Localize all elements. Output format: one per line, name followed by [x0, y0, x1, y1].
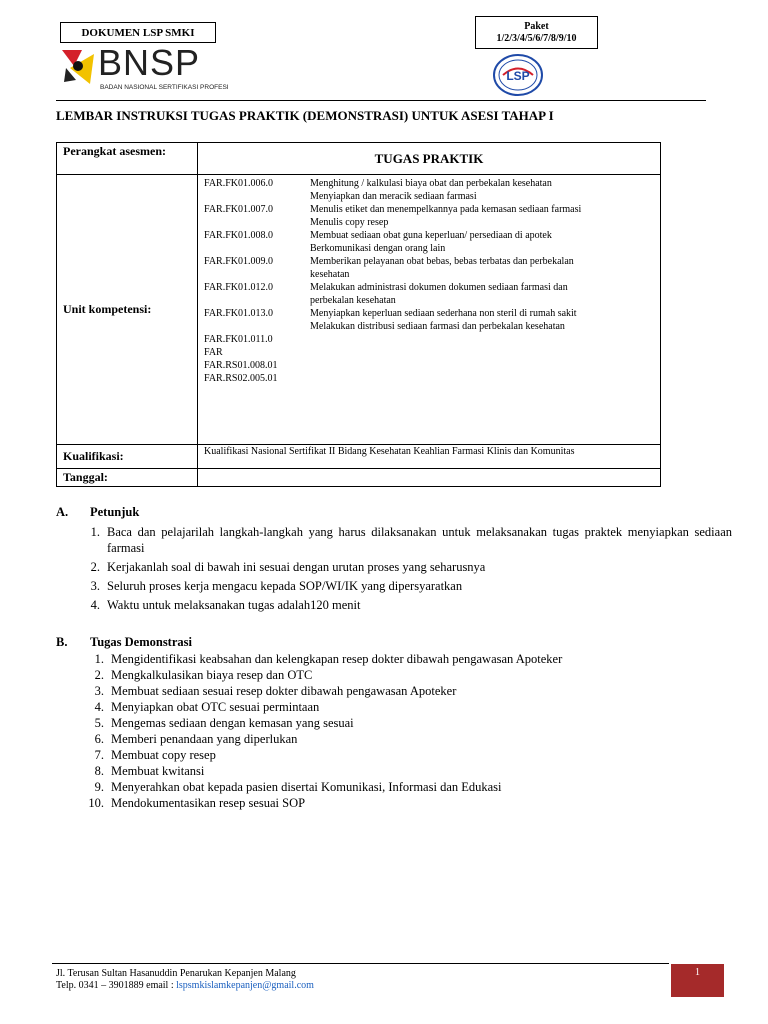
- unit-description: [310, 359, 656, 372]
- unit-code: [204, 268, 310, 281]
- unit-description: Memberikan pelayanan obat bebas, bebas terbatas dan perbekalan: [310, 256, 574, 267]
- unit-row: [204, 216, 656, 229]
- footer-phone: Telp. 0341 – 3901889 email :: [56, 980, 177, 991]
- list-item: [86, 795, 726, 811]
- unit-row: [204, 294, 656, 307]
- unit-code: FAR.FK01.009.0: [204, 256, 273, 267]
- list-item-text: Mengemas sediaan dengan kemasan yang sesuai: [111, 716, 354, 730]
- list-item-number: 5.: [94, 716, 104, 730]
- list-item-text: Membuat kwitansi: [111, 764, 205, 778]
- list-item: [86, 667, 726, 683]
- list-item-text: Mengkalkulasikan biaya resep dan OTC: [111, 668, 313, 682]
- kualifikasi-value: Kualifikasi Nasional Sertifikat II Bidang Kesehatan Keahlian Farmasi Klinis dan Komunitas: [198, 445, 661, 469]
- tugas-praktik-label: TUGAS PRAKTIK: [374, 150, 484, 166]
- petunjuk-heading: Petunjuk: [90, 505, 140, 519]
- footer-rule: [52, 963, 669, 964]
- unit-code: [204, 320, 310, 333]
- list-item-text: Membuat copy resep: [111, 748, 216, 762]
- unit-row: [204, 307, 656, 320]
- unit-description: perbekalan kesehatan: [310, 295, 396, 306]
- unit-row: [204, 242, 656, 255]
- table-row: [57, 469, 661, 487]
- unit-row: [204, 320, 656, 333]
- unit-code: FAR.FK01.013.0: [204, 308, 273, 319]
- unit-code: FAR: [204, 347, 223, 358]
- list-item-text: Baca dan pelajarilah langkah-langkah yang harus dilaksanakan untuk melaksanakan tugas praktek menyiapkan sediaan farmasi: [107, 525, 732, 555]
- list-item-number: 3.: [90, 579, 100, 593]
- list-item-text: Menyerahkan obat kepada pasien disertai Komunikasi, Informasi dan Edukasi: [111, 780, 502, 794]
- unit-description: Menulis copy resep: [310, 217, 389, 228]
- list-item: [86, 747, 726, 763]
- unit-code: [204, 242, 310, 255]
- unit-label: Unit kompetensi:: [57, 175, 198, 445]
- list-item-text: Kerjakanlah soal di bawah ini sesuai dengan urutan proses yang seharusnya: [107, 560, 486, 574]
- unit-code: [204, 190, 310, 203]
- list-item: [88, 597, 732, 613]
- list-item-text: Seluruh proses kerja mengacu kepada SOP/WI/IK yang dipersyaratkan: [107, 579, 463, 593]
- list-item-number: 9.: [94, 780, 104, 794]
- unit-code: FAR.RS01.008.01: [204, 360, 278, 371]
- unit-description: Menyiapkan keperluan sediaan sederhana non steril di rumah sakit: [310, 308, 577, 319]
- list-item: [86, 651, 726, 667]
- unit-description: Menulis etiket dan menempelkannya pada kemasan sediaan farmasi: [310, 204, 582, 215]
- list-item: [86, 683, 726, 699]
- unit-row: [204, 346, 656, 359]
- unit-description: kesehatan: [310, 269, 350, 280]
- table-row: [57, 445, 661, 469]
- list-item-number: 6.: [94, 732, 104, 746]
- kualifikasi-label: Kualifikasi:: [57, 445, 198, 469]
- perangkat-label: Perangkat asesmen:: [57, 143, 198, 175]
- petunjuk-list: [88, 524, 732, 616]
- unit-list: [198, 175, 661, 445]
- unit-row: [204, 268, 656, 281]
- assessment-table: [56, 142, 661, 487]
- tugas-list: [86, 651, 726, 811]
- list-item-number: 3.: [94, 684, 104, 698]
- bnsp-emblem-icon: [60, 46, 98, 86]
- list-item: [86, 779, 726, 795]
- header-rule: [56, 100, 706, 101]
- unit-row: [204, 359, 656, 372]
- list-item-number: 10.: [88, 796, 104, 810]
- unit-code: FAR.FK01.007.0: [204, 204, 273, 215]
- list-item: [86, 763, 726, 779]
- petunjuk-letter: A.: [56, 505, 69, 519]
- footer-address: Jl. Terusan Sultan Hasanuddin Penarukan Kepanjen Malang: [56, 968, 296, 979]
- document-label: DOKUMEN LSP SMKI: [60, 22, 216, 43]
- list-item-number: 1.: [94, 652, 104, 666]
- list-item-number: 2.: [94, 668, 104, 682]
- list-item: [88, 559, 732, 575]
- unit-description: Melakukan administrasi dokumen dokumen sediaan farmasi dan: [310, 282, 568, 293]
- page-number: 1: [695, 967, 700, 978]
- table-row: [57, 143, 661, 175]
- unit-description: Menyiapkan dan meracik sediaan farmasi: [310, 191, 477, 202]
- lsp-logo-text: LSP: [506, 69, 530, 83]
- unit-description: [310, 346, 656, 359]
- tanggal-label: Tanggal:: [57, 469, 198, 487]
- list-item-text: Menyiapkan obat OTC sesuai permintaan: [111, 700, 320, 714]
- footer-email-link[interactable]: lspsmkislamkepanjen@gmail.com: [176, 980, 314, 991]
- unit-row: [204, 229, 656, 242]
- unit-code: [204, 294, 310, 307]
- unit-row: [204, 190, 656, 203]
- unit-row: [204, 203, 656, 216]
- list-item-text: Waktu untuk melaksanakan tugas adalah120 menit: [107, 598, 361, 612]
- list-item-number: 7.: [94, 748, 104, 762]
- lsp-logo: [493, 54, 543, 96]
- list-item-text: Mendokumentasikan resep sesuai SOP: [111, 796, 306, 810]
- bnsp-logo: [60, 42, 229, 96]
- unit-row: [204, 372, 656, 385]
- paket-label: Paket: [524, 20, 549, 32]
- unit-row: [204, 177, 656, 190]
- bnsp-logo-text: BNSP: [98, 42, 201, 83]
- unit-description: Menghitung / kalkulasi biaya obat dan perbekalan kesehatan: [310, 178, 552, 189]
- list-item: [86, 731, 726, 747]
- list-item-number: 4.: [90, 598, 100, 612]
- unit-row: [204, 333, 656, 346]
- unit-code: FAR.FK01.008.0: [204, 230, 273, 241]
- unit-code: [204, 216, 310, 229]
- paket-value: 1/2/3/4/5/6/7/8/9/10: [496, 32, 577, 44]
- list-item-text: Mengidentifikasi keabsahan dan kelengkapan resep dokter dibawah pengawasan Apoteker: [111, 652, 563, 666]
- unit-description: Berkomunikasi dengan orang lain: [310, 243, 446, 254]
- unit-description: Membuat sediaan obat guna keperluan/ persediaan di apotek: [310, 230, 552, 241]
- bnsp-logo-subtext: BADAN NASIONAL SERTIFIKASI PROFESI: [100, 84, 229, 91]
- unit-description: [310, 333, 656, 346]
- unit-list-inner: [204, 177, 656, 385]
- table-row: [57, 175, 661, 445]
- list-item: [86, 699, 726, 715]
- list-item: [86, 715, 726, 731]
- list-item-number: 8.: [94, 764, 104, 778]
- list-item-number: 4.: [94, 700, 104, 714]
- unit-row: [204, 281, 656, 294]
- list-item: [88, 524, 732, 556]
- unit-row: [204, 255, 656, 268]
- unit-description: Melakukan distribusi sediaan farmasi dan perbekalan kesehatan: [310, 321, 565, 332]
- tugas-heading: Tugas Demonstrasi: [90, 635, 192, 649]
- list-item-number: 2.: [90, 560, 100, 574]
- list-item: [88, 578, 732, 594]
- footer-contact: [56, 980, 314, 991]
- page-title: LEMBAR INSTRUKSI TUGAS PRAKTIK (DEMONSTRASI) UNTUK ASESI TAHAP I: [56, 108, 554, 123]
- list-item-number: 1.: [90, 525, 100, 539]
- page-number-box: [671, 964, 724, 997]
- unit-code: FAR.RS02.005.01: [204, 373, 278, 384]
- tugas-letter: B.: [56, 635, 68, 649]
- unit-code: FAR.FK01.012.0: [204, 282, 273, 293]
- unit-description: [310, 372, 656, 385]
- unit-code: FAR.FK01.006.0: [204, 178, 273, 189]
- list-item-text: Memberi penandaan yang diperlukan: [111, 732, 298, 746]
- list-item-text: Membuat sediaan sesuai resep dokter dibawah pengawasan Apoteker: [111, 684, 457, 698]
- tanggal-value: [198, 469, 661, 487]
- tugas-praktik-header: [198, 143, 661, 175]
- unit-code: FAR.FK01.011.0: [204, 334, 273, 345]
- paket-box: [475, 16, 598, 49]
